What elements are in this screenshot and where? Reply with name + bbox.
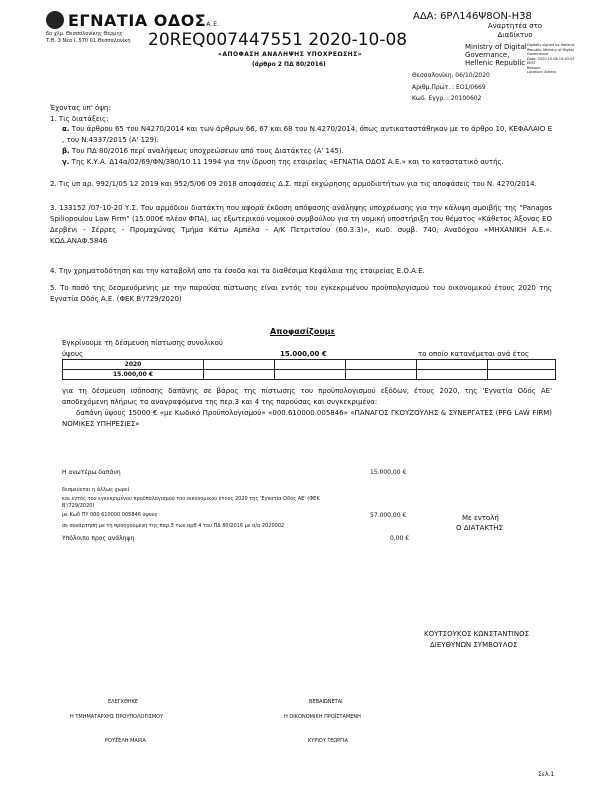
approve-amount: 15.000,00 € xyxy=(280,350,327,358)
item-1a: α. Του άρθρου 65 του Ν4270/2014 και των άρθρων 66, 67 και 68 του Ν.4270/2014, όπως αντικαταστάθηκαν με το άρθρο 10, ΚΕΦΑΛΑΙΟ Ε , του Ν.4337/2015 (Α' 129). xyxy=(62,125,552,144)
remaining-label: Υπόλοιπο προς ανάληψη xyxy=(62,535,135,542)
item-3: 3. 133152 /07-10-20 Υ.Σ. Του αρμόδιου διατάκτη που αφορά έκδοση απόφασης ανάληψης υποχρέωσης για την κάλυψη αμοιβής της "Panagos Spiliopoulou Law Firm" (15.000€ πλέον ΦΠΑ), ως εξωτερικού νομικού συμβούλου για τη νομική υποστήριξη του θέματος «Κάθετος Άξονας ΕΟ Δερβένι - Σέρρες - Προμαχώνας Τμήμα Κάτω Αμπέλα - Α/Κ Πετριτσίου (60.3.3)», κωδ. συμβ. 740, Αναδόχου «ΜΗΧΑΝΙΚΗ Α.Ε.». ΚΩΔ.ΑΝΑΦ.5846 xyxy=(50,204,552,245)
ceo-name: ΚΟΥΤΣΟΥΚΟΣ ΚΩΝΣΤΑΝΤΙΝΟΣ xyxy=(424,630,530,638)
reference-number: 20REQ007447551 2020-10-08 xyxy=(148,30,408,50)
amount-value: 15.000,00 € xyxy=(370,469,407,476)
page-number: Σελ.1 xyxy=(538,771,555,778)
company-logo-icon xyxy=(46,11,64,29)
finance-head-title: Η ΟΙΚΟΝΟΜΙΚΗ ΠΡΟΪΣΤΑΜΕΝΗ xyxy=(284,714,361,720)
sum-heading: δεσμεύεται η άλλως χωρεί xyxy=(62,487,130,493)
protocol-number: Αριθμ.Πρωτ. : ΕΟ1/0669 xyxy=(412,84,486,91)
budget-head-title: Η ΤΜΗΜΑΤΑΡΧΗΣ ΠΡΟΥΠΟΛΟΓΙΣΜΟΥ xyxy=(70,714,164,720)
order-role: Ο ΔΙΑΤΑΚΤΗΣ xyxy=(456,524,503,532)
address-line-2: Τ.Θ. 3 Νέα Ι, 570 01 Θεσσαλονίκη xyxy=(46,38,131,44)
item-2: 2. Τις υπ αρ. 992/1/05 12 2019 και 952/5/06 09 2018 αποφάσεις Δ.Σ. περί εκχώρησης αρμοδιοτήτων για τις αποφάσεις του Ν. 4270/2014. xyxy=(50,180,537,188)
approve-line-2: ύψους xyxy=(62,350,84,358)
item-5: 5. Το ποσό της δεσμευόμενης με την παρούσα πίστωσης είναι εντός του εγκεκριμένου προϋπολογισμού του οικονομικού έτους 2020 της Εγνατία Οδός Α.Ε. (ΦΕΚ Β'/729/2020) xyxy=(50,284,552,303)
budget-head-name: ΡΟΥΣΕΛΗ ΜΑΡΙΑ xyxy=(105,738,146,744)
ministry-signature: Ministry of Digital Governance, Hellenic Republic xyxy=(465,43,527,67)
remaining-value: 0,00 € xyxy=(390,535,410,542)
sum-line-3: με Κωδ ΠΥ 000 610000 005846 ύψους xyxy=(62,512,158,518)
sum-line-1: και εντός του εγκεκριμένου προϋπολογισμού του οικονομικού έτους 2020 της 'Εγνατία Οδός ΑΕ' (ΦΕΚ xyxy=(62,496,320,502)
checked-label: ΕΛΕΓΧΘΗΚΕ xyxy=(108,699,139,705)
sum-line-2: Β'/729/2020) xyxy=(62,503,95,509)
amount-label: Η ανωτέρω δαπάνη xyxy=(62,469,121,476)
table-row xyxy=(63,360,556,370)
doc-title: «ΑΠΟΦΑΣΗ ΑΝΑΛΗΨΗΣ ΥΠΟΧΡΕΩΣΗΣ» xyxy=(218,51,363,58)
order-label: Με εντολή xyxy=(462,514,499,522)
expense-text: δαπάνη ύψους 15000 € «με Κωδικό Προϋπολογισμού» «000.610000.005846» «ΠΑΝΑΓΟΣ ΓΚΟΥΖΟΥΛΗΣ & ΣΥΝΕΡΓΑΤΕΣ (PFG LAW FIRM) ΝΟΜΙΚΕΣ ΥΠΗΡΕΣΙΕΣ» xyxy=(62,409,552,428)
certified-label: ΒΕΒΑΙΩΝΕΤΑΙ xyxy=(309,699,343,705)
allocation-table xyxy=(62,359,556,380)
intro-text: Έχοντας υπ' όψη: xyxy=(50,104,111,112)
place-date: Θεσσαλονίκη, 06/10/2020 xyxy=(412,72,490,79)
approve-line-1: Εγκρίνουμε τη δέσμευση πίστωσης συνολικού xyxy=(62,339,223,347)
table-amount: 15.000,00 € xyxy=(63,370,204,380)
table-row xyxy=(63,370,556,380)
table-year: 2020 xyxy=(63,360,204,370)
sum-line-4: σε συνάρτηση με τη προηγούμενη της παρ.3 των αρθ 4 του ΠΔ 80/2016 με α/α 2020002 xyxy=(62,523,285,529)
digital-signature-note: Digitally signed by Hellenic Republic Ministry of Digital Governance Date: 2020.10.08 15:43:03 EEST Reason: Location: Athens xyxy=(527,43,575,74)
item-1b: β. Του ΠΔ 80/2016 περί αναλήψεως υποχρεώσεων από τους Διατάκτες (Α' 145). xyxy=(62,147,344,155)
commit-text: για τη δέσμευση ισόποσης δαπάνης σε βάρος της πίστωσης του προϋπολογισμού εξόδων, έτους 2020, της 'Εγνατία Οδός ΑΕ' αποδεχόμενη πλήρως τα αναγραφόμενα της περ.3 και 4 της παρούσας και συγκεκριμένα: xyxy=(62,387,552,406)
company-logo-text: ΕΓΝΑΤΙΑ ΟΔΟΣΑ.Ε. xyxy=(68,11,220,30)
dept-label: Αναρτητέα στο Διαδίκτυο xyxy=(487,22,543,39)
ada-code: ΑΔΑ: 6ΡΛ146Ψ8ΟΝ-Η38 xyxy=(413,11,532,22)
finance-head-name: ΚΥΡΙΟΥ ΓΕΩΡΓΙΑ xyxy=(308,738,348,744)
ceo-title: ΔΙΕΥΘΥΝΩΝ ΣΥΜΒΟΥΛΟΣ xyxy=(430,641,518,649)
item-1: 1. Τις διατάξεις: xyxy=(50,115,109,123)
registration-code: Κωδ. Εγγρ. : 20100602 xyxy=(412,95,482,102)
sum-line-3-value: 57.000,00 € xyxy=(370,512,407,519)
item-4: 4. Την χρηματοδότηση και την καταβολή απο τα έσοδα και τα διαθέσιμα Κεφάλαια της εταιρείας Ε.Ο.Α.Ε. xyxy=(50,267,425,275)
item-1c: γ. Της Κ.Υ.Α. Δ14α/02/69/ΦΝ/380/10 11 1994 για την ίδρυση της εταιρείας «ΕΓΝΑΤΙΑ ΟΔΟΣ Α.Ε.» και το καταστατικό αυτής. xyxy=(62,158,504,166)
approve-tail: το οποίο κατανέμεται ανά έτος xyxy=(418,350,530,358)
address-line-1: 6ο χλμ. Θεσσαλονίκης Θέρμης xyxy=(46,31,123,37)
doc-subtitle: (άρθρο 2 ΠΔ 80/2016) xyxy=(252,61,326,68)
decide-heading: Αποφασίζουμε xyxy=(270,327,336,336)
